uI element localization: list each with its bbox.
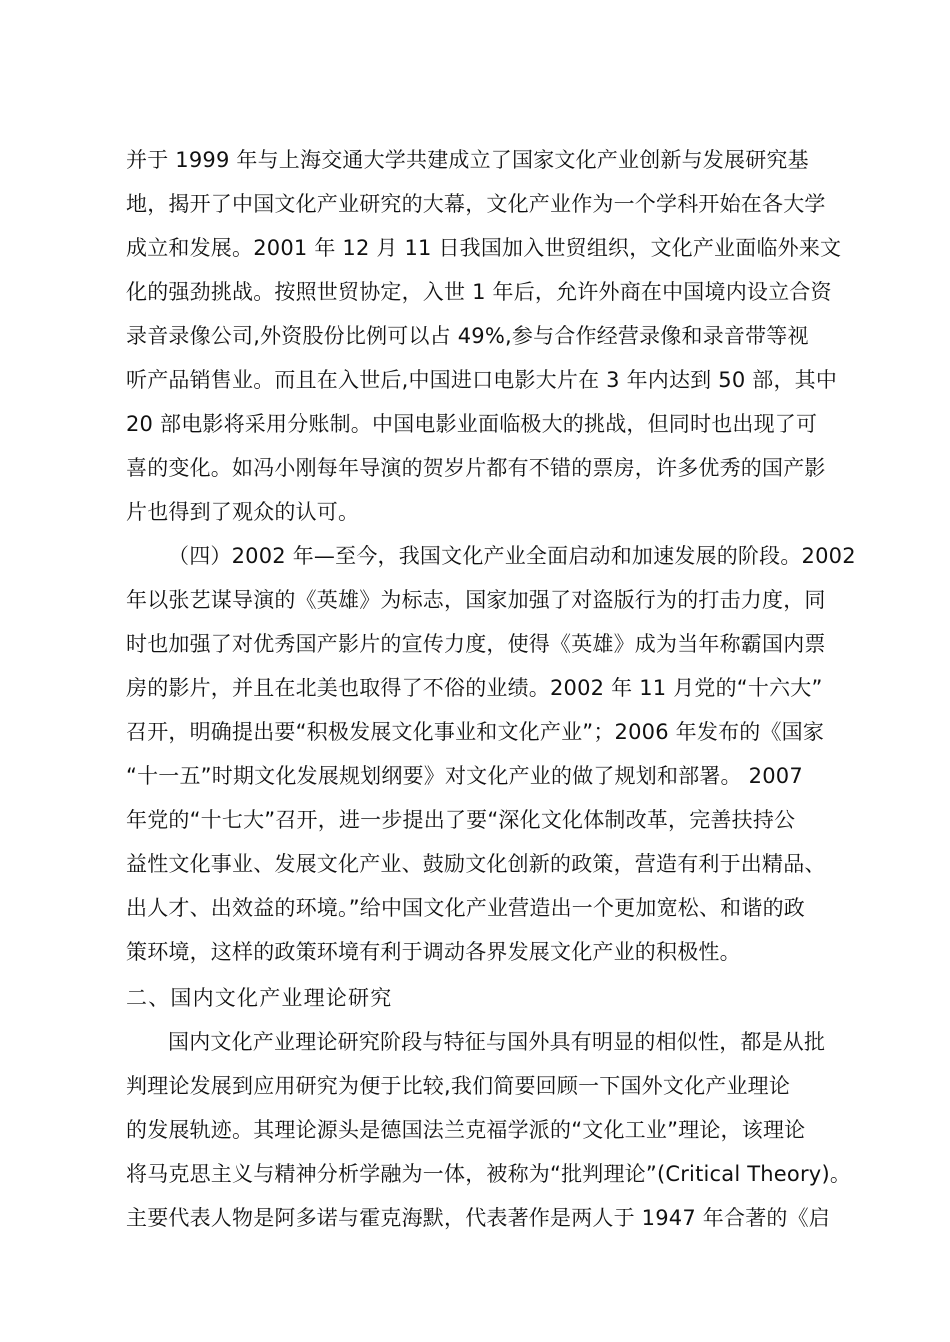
paragraph-line: 将马克思主义与精神分析学融为一体，被称为“批判理论”(Critical Theory)。 <box>126 1162 852 1186</box>
paragraph-line: 20 部电影将采用分账制。中国电影业面临极大的挑战，但同时也出现了可 <box>126 412 818 436</box>
paragraph-line: 策环境，这样的政策环境有利于调动各界发展文化产业的积极性。 <box>126 940 741 964</box>
paragraph-line: “十一五”时期文化发展规划纲要》对文化产业的做了规划和部署。 2007 <box>126 764 803 788</box>
paragraph-line: 听产品销售业。而且在入世后,中国进口电影大片在 3 年内达到 50 部，其中 <box>126 368 838 392</box>
paragraph-line: 出人才、出效益的环境。”给中国文化产业营造出一个更加宽松、和谐的政 <box>126 896 805 920</box>
paragraph-line: 国内文化产业理论研究阶段与特征与国外具有明显的相似性，都是从批 <box>168 1030 826 1054</box>
paragraph-line: 喜的变化。如冯小刚每年导演的贺岁片都有不错的票房，许多优秀的国产影 <box>126 456 826 480</box>
paragraph-line: 成立和发展。2001 年 12 月 11 日我国加入世贸组织，文化产业面临外来文 <box>126 236 842 260</box>
paragraph-line: 的发展轨迹。其理论源头是德国法兰克福学派的“文化工业”理论，该理论 <box>126 1118 806 1142</box>
paragraph-line: 片也得到了观众的认可。 <box>126 500 360 524</box>
paragraph-line: 并于 1999 年与上海交通大学共建成立了国家文化产业创新与发展研究基 <box>126 148 809 172</box>
paragraph-line: 主要代表人物是阿多诺与霍克海默，代表著作是两人于 1947 年合著的《启 <box>126 1206 830 1230</box>
paragraph-line: 地，揭开了中国文化产业研究的大幕，文化产业作为一个学科开始在各大学 <box>126 192 826 216</box>
section-heading: 二、国内文化产业理论研究 <box>126 986 393 1010</box>
paragraph-line: （四）2002 年—至今，我国文化产业全面启动和加速发展的阶段。2002 <box>168 544 856 568</box>
paragraph-line: 判理论发展到应用研究为便于比较,我们简要回顾一下国外文化产业理论 <box>126 1074 791 1098</box>
paragraph-line: 时也加强了对优秀国产影片的宣传力度，使得《英雄》成为当年称霸国内票 <box>126 632 826 656</box>
paragraph-line: 年以张艺谋导演的《英雄》为标志，国家加强了对盗版行为的打击力度，同 <box>126 588 826 612</box>
paragraph-line: 召开，明确提出要“积极发展文化事业和文化产业”；2006 年发布的《国家 <box>126 720 825 744</box>
paragraph-line: 年党的“十七大”召开，进一步提出了要“深化文化体制改革，完善扶持公 <box>126 808 796 832</box>
paragraph-line: 录音录像公司,外资股份比例可以占 49%,参与合作经营录像和录音带等视 <box>126 324 809 348</box>
paragraph-line: 益性文化事业、发展文化产业、鼓励文化创新的政策，营造有利于出精品、 <box>126 852 826 876</box>
paragraph-line: 房的影片，并且在北美也取得了不俗的业绩。2002 年 11 月党的“十六大” <box>126 676 823 700</box>
paragraph-line: 化的强劲挑战。按照世贸协定，入世 1 年后，允许外商在中国境内设立合资 <box>126 280 832 304</box>
